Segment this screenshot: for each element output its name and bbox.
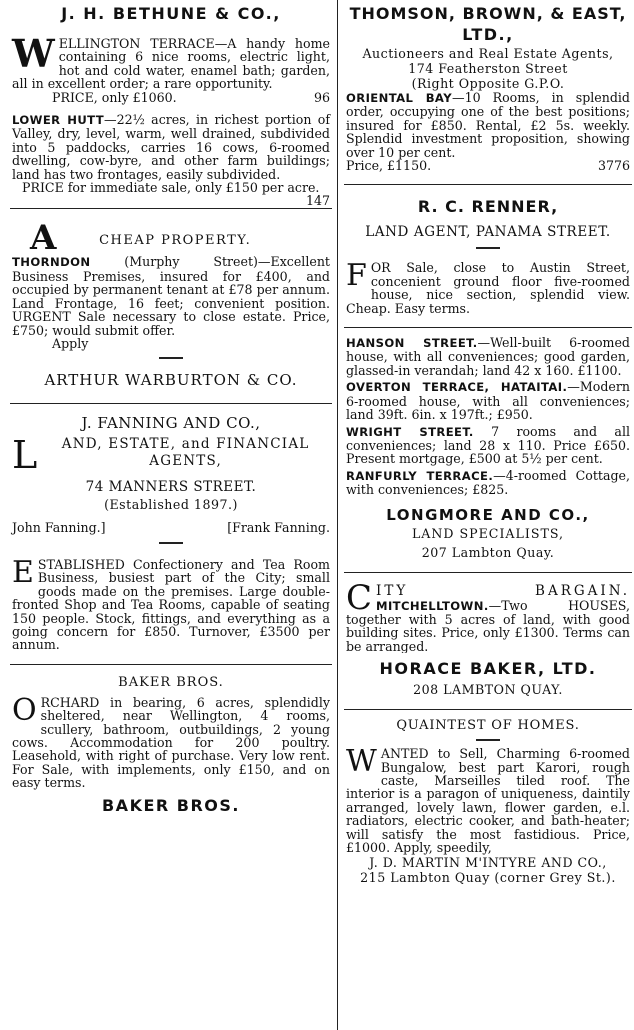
dash	[159, 542, 183, 544]
thomson-heading: THOMSON, BROWN, & EAST,	[349, 4, 627, 23]
fanning-dropcap: L	[12, 436, 38, 473]
orchard-dropcap: O	[12, 692, 37, 728]
oriental-bay-price-line	[346, 159, 630, 172]
wanted-dropcap: W	[346, 744, 377, 780]
longmore-heading: LONGMORE AND CO.,	[386, 505, 590, 524]
thomson-sub3: (Right Opposite G.P.O.	[411, 76, 565, 91]
warburton-name: ARTHUR WARBURTON & CO.	[44, 371, 298, 390]
overton-text	[346, 380, 630, 421]
wellington-price-line	[12, 91, 330, 104]
horace-baker-name: HORACE BAKER, LTD.	[379, 659, 597, 679]
thorndon-body: (Murphy Street)—Excellent Business Premises, insured for £400, and occupied by permanent tenant at £78 per annum. Land Frontage, 16 feet; convenient position. URGENT Sale necessary to close estate. Price, £750; would submit offer.	[12, 254, 330, 338]
oriental-bay-price: Price, £1150.	[346, 158, 432, 174]
oriental-bay-text	[346, 91, 630, 159]
lower-hutt-body: —22½ acres, in richest portion of Valley, dry, level, warm, well drained, subdivided into 5 paddocks, carries 16 cows, 6-roomed dwelling, cow-byre, and other farm buildings; land has two frontages, easily subdivided.	[12, 112, 331, 182]
renner-subheading: LAND AGENT, PANAMA STREET.	[365, 224, 611, 241]
renner-heading: R. C. RENNER,	[417, 197, 559, 217]
longmore-ad	[344, 336, 632, 559]
dash	[476, 739, 500, 741]
city-bargain-heading	[376, 581, 630, 599]
oriental-bay-ref: 3776	[597, 158, 630, 174]
city-word: ITY	[376, 582, 409, 599]
partner-frank: [Frank Fanning.	[227, 520, 330, 536]
wright-text	[346, 425, 630, 466]
rule	[344, 572, 632, 573]
established-dropcap: E	[12, 554, 34, 590]
dash	[159, 357, 183, 359]
oriental-bay-body: —10 Rooms, in splendid order, occupying one of the best positions; insured for £850. Rental, £2 5s. weekly. Splendid investment proposition, showing over 10 per cent.	[346, 90, 630, 160]
rule	[344, 184, 632, 185]
lower-hutt-price-line	[12, 180, 330, 209]
baker-bros-footer: BAKER BROS.	[101, 795, 240, 815]
hanson-body: —Well-built 6-roomed house, with all conveniences; good garden, glassed-in verandah; land 42 x 160. £1100.	[346, 335, 630, 378]
martin-agent: J. D. MARTIN M'INTYRE AND CO.,	[369, 855, 607, 871]
wellington-dropcap: W	[12, 31, 55, 76]
renner-dropcap: F	[346, 258, 367, 294]
martin-ad	[344, 718, 632, 885]
thorndon-keyword: THORNDON	[12, 255, 91, 270]
bethune-heading: J. H. BETHUNE & CO.,	[61, 4, 281, 23]
wellington-ref: 96	[313, 89, 330, 105]
rule	[344, 327, 632, 328]
renner-text: OR Sale, close to Austin Street, concenient ground floor five-roomed house, nice section, splendid view. Cheap. Easy terms.	[346, 260, 630, 316]
confectionery-text: STABLISHED Confectionery and Tea Room Business, busiest part of the City; small goods made on the premises. Large double-fronted Shop and Tea Rooms, capable of seating 150 people. Stock, fittings, and everything as a going concern for £850. Turnover, £3500 per annum.	[12, 556, 330, 653]
hanson-keyword: HANSON STREET.	[346, 336, 478, 351]
wellington-price: PRICE, only £1060.	[52, 89, 177, 105]
overton-keyword: OVERTON TERRACE, HATAITAI.	[346, 380, 568, 395]
wanted-text: ANTED to Sell, Charming 6-roomed Bungalow, best part Karori, rough caste, Marseilles tiled roof. The interior is a paragon of uniqueness, daintily arranged, lovely lawn, flower garden, e.l. radiators, electric cooker, and bath-heater; will satisfy the most fastidious. Price, £1000. Apply, speedily,	[346, 746, 630, 855]
fanning-subheading: AND, ESTATE, and FINANCIAL AGENTS,	[61, 436, 310, 470]
column-divider	[337, 0, 338, 1030]
oriental-bay-keyword: ORIENTAL BAY	[346, 91, 452, 105]
hanson-text	[346, 336, 630, 377]
martin-address: 215 Lambton Quay (corner Grey St.).	[360, 870, 616, 886]
ranfurly-text	[346, 469, 630, 497]
longmore-subheading: LAND SPECIALISTS,	[411, 525, 565, 541]
fanning-partners	[12, 521, 330, 535]
ranfurly-body: —4-roomed Cottage, with conveniences; £825.	[346, 467, 631, 498]
wright-body: 7 rooms and all conveniences; land 28 x 110. Price £650. Present mortgage, £500 at 5½ per cent.	[346, 423, 630, 467]
fanning-established: (Established 1897.)	[104, 497, 238, 513]
cheap-dropcap: A	[30, 221, 57, 254]
rule	[10, 403, 332, 404]
mitchelltown-body: —Two HOUSES, together with 5 acres of land, with good building sites. Price, only £1300. Terms can be arranged.	[346, 597, 630, 654]
ranfurly-keyword: RANFURLY TERRACE.	[346, 468, 494, 483]
lower-hutt-price: PRICE for immediate sale, only £150 per acre.	[22, 180, 320, 196]
thomson-sub2: 174 Featherston Street	[408, 61, 568, 76]
bargain-word: BARGAIN.	[535, 582, 630, 599]
martin-heading: QUAINTEST OF HOMES.	[396, 718, 580, 734]
thorndon-text	[12, 255, 330, 336]
overton-body: —Modern 6-roomed house, with all conveniences; land 39ft. 6in. x 197ft.; £950.	[346, 379, 630, 423]
longmore-address: 207 Lambton Quay.	[421, 544, 555, 560]
lower-hutt-text	[12, 113, 330, 181]
mitchelltown-keyword: MITCHELLTOWN.	[376, 598, 489, 613]
horace-baker-address: 208 LAMBTON QUAY.	[413, 682, 563, 698]
dash	[476, 247, 500, 249]
right-column	[344, 0, 632, 885]
thomson-heading-ltd: LTD.,	[462, 25, 514, 44]
partner-john: John Fanning.]	[12, 520, 106, 536]
wright-keyword: WRIGHT STREET.	[346, 424, 474, 439]
mitchelltown-text	[346, 599, 630, 654]
cheap-heading: CHEAP PROPERTY.	[99, 233, 252, 249]
baker-bros-ad	[10, 675, 332, 815]
cheap-apply: Apply	[52, 335, 89, 351]
fanning-heading: J. FANNING AND CO.,	[81, 414, 261, 433]
left-column	[10, 0, 332, 815]
rule	[10, 208, 332, 209]
thomson-ad	[344, 4, 632, 172]
lower-hutt-ref: 147	[305, 193, 330, 209]
orchard-text: RCHARD in bearing, 6 acres, splendidly sheltered, near Wellington, 4 rooms, scullery, bathroom, outbuildings, 2 young cows. Accommodation for 200 poultry. Leasehold, with right of purchase. Very low rent. For Sale, with implements, only £150, and on easy terms.	[12, 694, 330, 791]
wellington-text: ELLINGTON TERRACE—A handy home containing 6 nice rooms, electric light, hot and cold water, enamel bath; garden, all in excellent order; a rare opportunity.	[12, 36, 330, 92]
lower-hutt-keyword: LOWER HUTT	[12, 113, 105, 128]
baker-bros-heading: BAKER BROS.	[118, 674, 224, 690]
renner-ad	[344, 197, 632, 315]
thomson-sub1: Auctioneers and Real Estate Agents,	[362, 46, 614, 61]
rule	[344, 709, 632, 710]
horace-baker-ad	[344, 581, 632, 698]
rule	[10, 664, 332, 665]
city-dropcap: C	[346, 580, 373, 618]
fanning-ad	[10, 414, 332, 651]
bethune-ad	[10, 4, 332, 209]
fanning-address: 74 MANNERS STREET.	[85, 479, 257, 496]
cheap-property-ad	[10, 221, 332, 389]
